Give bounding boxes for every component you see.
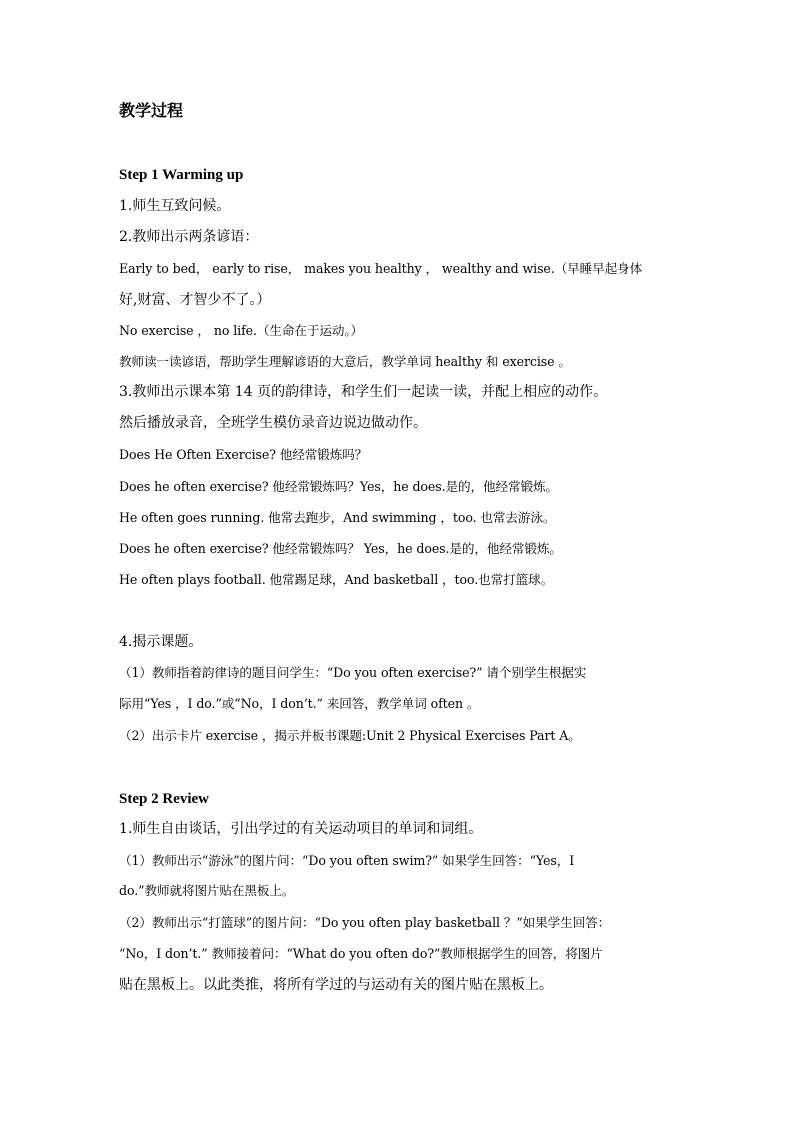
step1-line: 教师读一读谚语，帮助学生理解谚语的大意后，教学单词 healthy 和 exercise 。 [119, 354, 571, 369]
step2-line: “No，I don’t.” 教师接着问：“What do you often do?”教师根据学生的回答，将图片 [119, 946, 603, 961]
step2-line: 贴在黑板上。以此类推，将所有学过的与运动有关的图片贴在黑板上。 [119, 977, 553, 993]
step1-line: 2.教师出示两条谚语： [119, 229, 259, 245]
step1-line: 1.师生互致问候。 [119, 198, 231, 214]
step2-heading: Step 2 Review [119, 791, 209, 807]
step1-line: 3.教师出示课本第 14 页的韵律诗，和学生们一起读一读，并配上相应的动作。 [119, 384, 608, 400]
step1-line: Does he often exercise? 他经常锻炼吗？ Yes，he does.是的，他经常锻炼。 [119, 541, 562, 556]
topic-line: （2）出示卡片 exercise ，揭示并板书课题:Unit 2 Physical Exercises Part A。 [119, 728, 581, 743]
step1-line: No exercise ， no life.（生命在于运动。） [119, 323, 364, 338]
step1-line: Early to bed， early to rise， makes you healthy ， wealthy and wise.（早睡早起身体 [119, 261, 643, 276]
step2-line: do.”教师就将图片贴在黑板上。 [119, 883, 295, 898]
page-title: 教学过程 [119, 101, 184, 120]
step1-line: He often plays football. 他常踢足球，And basketball ，too.也常打篮球。 [119, 572, 554, 587]
topic-line: 4.揭示课题。 [119, 634, 203, 650]
page-content [119, 0, 679, 1123]
step1-line: Does He Often Exercise? 他经常锻炼吗？ [119, 447, 368, 462]
step2-line: （2）教师出示“打篮球”的图片问：“Do you often play basketball ？”如果学生回答： [119, 915, 611, 930]
step1-heading: Step 1 Warming up [119, 167, 244, 183]
step2-line: （1）教师出示“游泳”的图片问：“Do you often swim?” 如果学生回答：“Yes，I [119, 853, 575, 868]
step1-line: Does he often exercise? 他经常锻炼吗？Yes，he does.是的，他经常锻炼。 [119, 479, 558, 494]
topic-line: （1）教师指着韵律诗的题目问学生：“Do you often exercise?” 请个别学生根据实 [119, 665, 587, 680]
step1-line: 然后播放录音，全班学生模仿录音边说边做动作。 [119, 415, 427, 431]
topic-line: 际用“Yes ，I do.”或“No，I don’t.” 来回答，教学单词 often 。 [119, 696, 480, 711]
step1-line: He often goes running. 他常去跑步，And swimming ，too. 也常去游泳。 [119, 510, 556, 525]
step1-line: 好,财富、才智少不了。） [119, 292, 271, 308]
step2-line: 1.师生自由谈话，引出学过的有关运动项目的单词和词组。 [119, 821, 483, 837]
